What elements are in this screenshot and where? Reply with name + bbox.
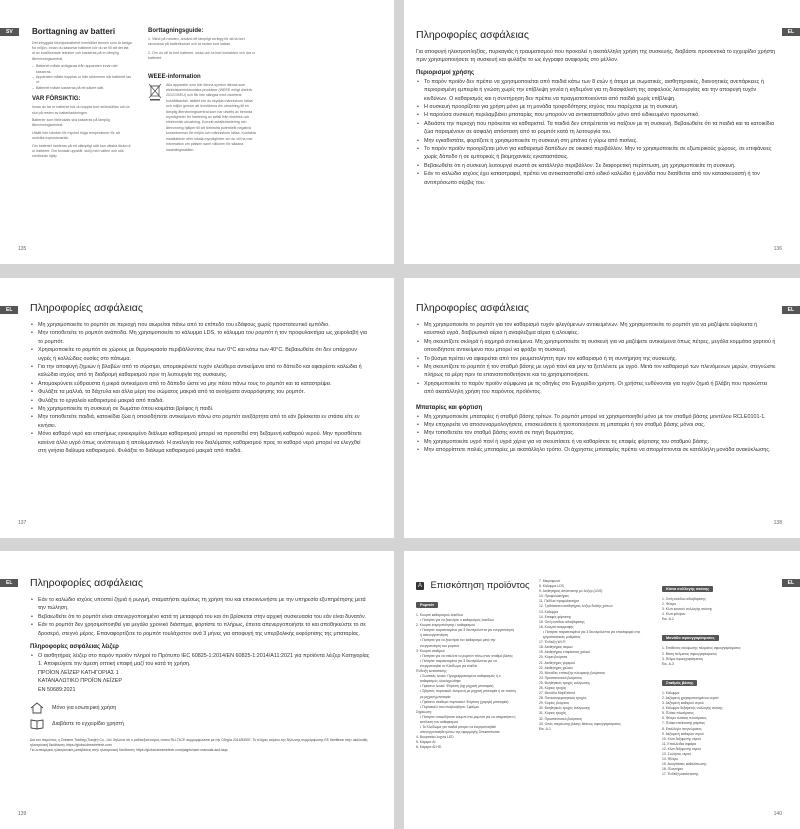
list-item: • Το παρόν προϊόν δεν πρέπει να χρησιμοποιείται από παιδιά κάτω των 8 ετών ή άτομα με σωματικές, αισθητηριακές, διανοητικές ανεπάρκειες ή περιορισμένη εμπειρία ή γνώση χωρίς την επίβλεψη γονέα ή κηδεμόνα για τη διασφάλιση της ασφαλούς λειτουργίας και την αποφυγή τυχόν κινδύνων. Ο καθαρισμός και η συντήρηση δεν πρέπει να πραγματοποιούνται από παιδιά χωρίς επίβλεψη. [416, 78, 776, 103]
list-item: 9. Δεξαμενή καθαρού νερού [662, 731, 704, 736]
page-title: Πληροφορίες ασφάλειας [416, 302, 529, 314]
dust-box-bar: Κάπα συλλογής σκόνης [662, 586, 713, 592]
page-number: 137 [18, 520, 27, 526]
list-item: 3. Κλιπ κουτιού συλλογής σκόνης [662, 607, 713, 612]
page-title: Πληροφορίες ασφάλειας [416, 29, 529, 41]
list-item: 1. Οπή εισόδου αδιαβάρεσης [662, 597, 706, 601]
list-item: • Η συσκευή προορίζεται για χρήση μόνο με τη μονάδα τροφοδότησης ισχύος που παρέχεται με τη συσκευή. [416, 103, 776, 111]
page-140 [404, 551, 800, 829]
list-item: 21. Αισθητήρες γκρεμού [539, 660, 576, 665]
list-item: • Πατήστε παρατεταμένα για 3 δευτερόλεπτα για να ενεργοποιηθεί το Κλείδωμα για παιδιά [420, 658, 497, 668]
list-item: Ένδειξη κατάστασης [416, 669, 447, 674]
page-content [30, 577, 370, 753]
page-number: 138 [773, 520, 782, 526]
laser-class-line: ΚΑΤΑΝΑΛΩΤΙΚΟ ΠΡΟΪΟΝ ΛΕΪΖΕΡ [38, 678, 122, 685]
page-number: 140 [773, 811, 782, 817]
list-item: • Σωστικές λευκό: Προγραμματισμένο καθαρισμός ή ο καθαρισμός ολοκληρώθηκε [420, 674, 501, 684]
page-number: 139 [18, 811, 27, 817]
list-item: 1. Κάλυμμα [662, 690, 680, 695]
list-item: 4. Κλιπ φίλτρου [662, 612, 686, 617]
language-tag: EL [782, 28, 800, 36]
list-item: 7. Μικρόφωνο [539, 579, 561, 583]
warning-text: Innan du tar ur batteriet bör du koppla bort strömkällan och ta slut på resten av batteriladdningen. [32, 105, 130, 115]
list-item: • Μη χρησιμοποιείτε υγρό πανί ή υγρά χέρια για να σκουπίσετε ή να καθαρίσετε τις επαφές φόρτισης του σταθμού βάσης. [416, 438, 776, 446]
language-tag: EL [782, 579, 800, 587]
list-item: – Batteriet måste avlägsnas från apparaten innan det kasseras. [32, 64, 132, 75]
list-item: • Εάν το καλώδιο ισχύος έχει καταστραφεί, πρέπει να αντικατασταθεί από ειδικό καλώδιο ή μονάδα που διατίθεται από τον κατασκευαστή ή τον αντιπρόσωπο σέρβις του. [416, 170, 776, 187]
list-item: 23. Μονάδες επίτευξης πλευρικής βούρτσας [539, 670, 606, 675]
language-tag: EL [0, 306, 18, 314]
robot-parts-column-2 [539, 579, 649, 732]
guide-step: 1. Vänd på roboten, använd ett lämpligt verktyg för att ta bort skruvarna på batteriluckan och ta sedan bort luckan. [148, 37, 245, 47]
list-item: Εικ. A-3 [662, 661, 674, 666]
list-item: • Η παρούσα συσκευή περιλαμβάνει μπαταρίες που μπορούν να αντικατασταθούν μόνο από ειδικευμένο προσωπικό. [416, 111, 776, 119]
list-item: • Πορτοκαλί που αναβοσβήνει: Σφάλμα [420, 704, 479, 709]
list-item: • Βεβαιωθείτε ότι το ρομπότ είναι απενεργοποιημένο κατά τη μεταφορά του και ότι βρίσκεται στην αρχική συσκευασία του εάν είναι δυνατόν. [30, 613, 370, 621]
list-item: 9. Αισθητήρας απόστασης με λέιζερ (LDS) [539, 589, 603, 594]
guide-title: Borttagningsguide: [148, 28, 204, 34]
list-item: Σημείωση: [416, 709, 432, 714]
list-item: • Χρησιμοποιείτε το ρομπότ σε χώρους με θερμοκρασία περιβάλλοντος άνω των 0°C και κάτω των 40°C. Βεβαιωθείτε ότι δεν υπάρχουν υγρές ή κολλώδεις ουσίες στο πάτωμα. [30, 346, 370, 363]
list-item: • Εάν το καλώδιο ισχύος υποστεί ζημιά ή ρωγμή, σταματήστε αμέσως τη χρήση του και επικοινωνήστε με την υπηρεσία εξυπηρέτησης μετά την πώληση. [30, 596, 370, 613]
list-item: • Μη χρησιμοποιείτε μπαταρίες ή σταθμό βάσης τρίτων. Το ρομπότ μπορεί να χρησιμοποιηθεί μόνο με τον σταθμό βάσης μοντέλου RCLE0101-1. [416, 413, 776, 421]
list-item: – Apparaten måste kopplas ur från strömmen när batteriet tas ur. [32, 75, 132, 86]
list-item: 6. Φίλτρο πλάκας πλυσίματος [662, 716, 707, 721]
list-item: • Το παρόν προϊόν προορίζεται μόνο για καθαρισμό δαπέδων σε οικιακό περιβάλλον. Μην το χρησιμοποιείτε σε εξωτερικούς χώρους, σε επιφάνειες χωρίς δάπεδο ή σε εμπορικές ή βιομηχανικές εγκαταστάσεις. [416, 145, 776, 162]
read-manual-text: Διαβάστε το εγχειρίδιο χρηστή [52, 720, 124, 727]
list-item: 24. Προστατευτικό βούρτσας [539, 675, 583, 680]
laser-title: Πληροφορίες ασφάλειας λέιζερ [30, 644, 119, 651]
page-number: 135 [18, 246, 27, 252]
list-item: 13. Σωλήνας νερού [662, 751, 692, 756]
page-135 [0, 0, 394, 264]
battery-list [416, 413, 776, 455]
page-content [416, 29, 776, 187]
list-item: 17. Ένδειξη κατάστασης [662, 772, 699, 777]
list-item: • Πατήστε για να ξεκινήσει ο καθαρισμός λεκέδων [420, 618, 495, 623]
list-item: 15. Οπή εισόδου αδιαβάρεσης [539, 619, 585, 624]
list-item: 2. Κουμπί ενεργοποίησης / καθαρισμού [416, 623, 476, 628]
list-item: • Μην απορρίπτετε παλιές μπαταρίες με ακατάλληλο τρόπο. Οι άχρηστες μπαταρίες πρέπει να απορρίπτονται σε κατάλληλη μονάδα ανακύκλωσης. [416, 446, 776, 454]
laser-list [30, 652, 370, 669]
list-item: • Μην επιχειρείτε να αποσυναρμολογήσετε, επισκευάσετε ή τροποποιήσετε τη μπαταρία ή τον σταθμό βάσης μόνοι σας. [416, 421, 776, 429]
base-station-bar: Σταθμός βάσης [662, 680, 697, 686]
list-item: 4. Βουρτσάκι λυχνία LED [416, 735, 454, 740]
guide-section [148, 28, 260, 153]
list-item: • Το βύσμα πρέπει να αφαιρείται από τον ρευματολήπτη πριν τον καθαρισμό ή τη συντήρηση της συσκευής. [416, 355, 776, 363]
list-item: 12. Τριδιάστατο αισθητήρας λέιζερ διόθης χύπων [539, 604, 613, 609]
dust-box-list [662, 597, 780, 622]
page-136 [404, 0, 800, 264]
list-item: 13. Κάλυμμα [539, 609, 559, 614]
read-manual-row [30, 718, 370, 730]
list-item: • Μην τοποθετείτε τον σταθμό βάσης κοντά σε πηγή θερμότητας. [416, 429, 776, 437]
list-item: 1. Επιθέσεις ανύψωσης πέλματος σφουγγαρίσματος [662, 646, 741, 651]
list-item: 26. Κύριος τροχός [539, 685, 567, 690]
safety-list [416, 78, 776, 187]
warning-text: Utsätt inte roboten för mycket höga temperaturer för att undvika explosionsrisk. [32, 130, 120, 141]
weee-title: WEEE-information [148, 73, 201, 80]
list-item: • Πράσινο λευκό: Φόρτιση (όχι μηχανή μπαταρία) [420, 684, 494, 689]
list-item: 3. Πέλμα σφουγγαρίσματος [662, 656, 704, 661]
list-item: 4. Κάλυμμα δεξαμενής συλλογής σκόνης [662, 706, 723, 711]
language-tag: EL [0, 579, 18, 587]
list-item: • Απομακρύνετε εύθραυστα ή μικρά αντικείμενα από το δάπεδο ώστε να μην πέσει πάνω τους το ρομπότ και τα καταστρέψει. [30, 380, 370, 388]
page-title: Επισκόπηση προϊόντος [430, 580, 530, 592]
list-item: • Βεβαιωθείτε ότι η συσκευή λειτουργεί σωστά σε κατάλληλο περιβάλλον. Σε διαφορετική περίπτωση, μη χρησιμοποιείτε τη συσκευή. [416, 162, 776, 170]
footer-note: Δια του παρόντος, η Dreame Trading (Tianjin) Co., Ltd. δηλώνει ότι ο ραδιοεξοπλισμός τύπου RLL74CE συμμορφώνεται με την Οδηγία 2014/53/ΕΕ. Το πλήρες κείμενο της δήλωσης συμμόρφωσης ΕΕ διατίθεται στην ακόλουθη ηλεκτρονική διεύθυνση: https://global.dreametech.com [30, 738, 368, 748]
base-station-list [662, 691, 780, 778]
list-item: Εικ. A-2 [662, 617, 674, 622]
list-item: 16. Κουμπί αναρροφής [539, 624, 574, 629]
list-item: • Μη χρησιμοποιείτε το ρομπότ για τον καθαρισμό τυχόν φλεγόμενων αντικειμένων. Μη χρησιμοποιείτε το ρομπότ για να μαζέψετε εύφλεκτα ή καυστικά υγρά, διαβρωτικά αέρια ή αναφλεξιμα αέρια ή αλουφίες. [416, 321, 776, 338]
list-item: • Μόνο καθαρό νερό και επισήμως εγκεκριμένο διάλυμα καθαρισμού μπορεί να προστεθεί στη δεξαμενή καθαρού νερού. Μην προσθέτετε κανένα άλλο υγρό όπως οινόπνευμα ή απολυμαντικό. Η αναλογία του διαλύματος καθαρισμού προς το καθαρό νερό μπορεί να ελεγχθεί στη γνήσια διάλυμα καθαρισμού. Φυλάξτε το διάλυμα καθαρισμού μακριά από παιδιά. [30, 430, 370, 455]
list-item: • Αδειάστε την περιοχή που πρόκειται να καθαριστεί. Τα παιδιά δεν επιτρέπεται να παίζουν με τη συσκευή. Βεβαιωθείτε ότι τα παιδιά και τα κατοικίδια ζώα παραμένουν σε ασφαλή απόσταση από το ρομπότ κατά τη λειτουργία του. [416, 120, 776, 137]
list-item: 22. Αισθητήρες χαλιών [539, 665, 574, 670]
list-item: 10. Προφυλακτήρας [539, 594, 570, 599]
robot-parts-list [416, 613, 516, 751]
section-title: Μπαταρίες και φόρτιση [416, 404, 483, 411]
list-item: 33. Οπές στερέωσης βάσης θέσεως σφουγγαρίσματος [539, 721, 621, 726]
list-item: • Μη σκουπίζετε το ρομπότ ή τον σταθμό βάσης με υγρό πανί και μην τα ξεπλένετε με υγρό. Μετά τον καθαρισμό των πλενόμενων μερών, στεγνώστε πλήρως τα μέρη πριν τα επανατοποθετήσετε και τα χρησιμοποιήσετε. [416, 363, 776, 380]
list-item: 25. Βοηθητικός τροχός ανύψωσης [539, 680, 591, 685]
list-item: – Batteriet måste kasseras på ett säkert sätt. [32, 86, 132, 91]
battery-title: Borttagning av batteri [32, 27, 116, 36]
battery-bullets [32, 64, 132, 91]
page-title: Πληροφορίες ασφάλειας [30, 302, 143, 314]
list-item: • Χρησιμοποιείτε το παρόν προϊόν σύμφωνα με τις οδηγίες στο Εγχειρίδιο χρήστη. Οι χρήστες ευθύνονται για τυχόν ζημιά ή βλάβη που προκύπτει από ακατάλληλη χρήση του παρόντος προϊόντος. [416, 380, 776, 397]
list-item: • Εάν το ρομπότ δεν χρησιμοποιηθεί για μεγάλο χρονικό διάστημα, φορτίστε το πλήρως, έπειτα απενεργοποιήστε το και αποθηκεύστε το σε δροσερό, στεγνό μέρος. Επαναφορτίζετε το ρομπότ τουλάχιστον ανά 3 μήνες για αποφυγή της υπερβολικής εκφόρτισης της μπαταρίας. [30, 621, 370, 638]
page-number: 136 [773, 246, 782, 252]
section-title: Περιορισμοί χρήσης [416, 69, 475, 76]
crossed-bin-icon [148, 83, 162, 101]
list-item: • Το Κλείδωμα για παιδιά μπορεί να ενεργοποιηθεί/απενεργοποιηθεί μέσω της εφαρμογής Dreamehome. [420, 725, 501, 735]
warning-text: Batterier som förbrukats ska kasseras på lämplig återvinningscentral. [32, 117, 110, 128]
book-icon [30, 718, 44, 730]
house-icon [30, 702, 44, 714]
list-item: 30. Βοηθητικός τροχός ανύψωσης [539, 706, 591, 711]
list-item: 14. Επαφές φόρτισης [539, 614, 572, 619]
mop-module-list [662, 646, 780, 666]
list-item: 11. Πεδίλια προφυλακτήρα [539, 599, 579, 604]
mop-module-bar: Μονάδα σφουγγαρίσματος [662, 635, 719, 641]
list-item: 32. Προστατευτικό βούρτσας [539, 716, 583, 721]
list-item: 7. Πλάκα επέκτασης ράμπας [662, 721, 705, 726]
warning-text: Om batteriet hanteras på ett olämpligt sätt kan vätska läcka ut ur batteriet. Om kontakt uppstår, skölj med vatten och sök medicinsk hjälp. [32, 143, 131, 159]
safety-list [30, 321, 370, 456]
list-item: 31. Κύριος τροχός [539, 711, 567, 716]
section-a-marker: A [417, 582, 422, 589]
list-item: 18. Αισθητήρας άκρων [539, 645, 573, 650]
page-content [30, 302, 370, 456]
list-item: • Πατηστε οποιοδήποτε κουμπί στο ρομπότ για να σταματήσει η εκτέλεση του καθαρισμού [420, 714, 516, 724]
list-item: • Μη σκουπίζετε σκληρά ή αιχμηρά αντικείμενα. Μη χρησιμοποιείτε τη συσκευή για να μαζέψετε αντικείμενα όπως πέτρες, μεγάλα κομμάτια χαρτιού ή οποιοδήποτε αντικείμενο που μπορεί να φράξει τη συσκευή. [416, 338, 776, 355]
list-item: 6. Κάμερα AI HD [416, 745, 442, 750]
list-item: 2. Φίλτρο [662, 602, 677, 607]
list-item: 1. Κουμπί καθαρισμού λεκέδων [416, 613, 464, 617]
list-item: • Πατήστε παρατεταμένα για 3 δευτερόλεπτα για ενεργοποίηση ή απενεργοποίηση [420, 628, 515, 638]
list-item: 3. Δεξαμενή καθαρού νερού [662, 701, 704, 706]
page-139 [0, 551, 394, 829]
weee-block [148, 83, 260, 153]
list-item: • Φυλάξτε τα μαλλιά, τα δάχτυλα και άλλα μέρη του σώματος μακριά από τα ανοίγματα αναρρόφησης του ρομπότ. [30, 388, 370, 396]
list-item: 29. Κύριος βούρτσα [539, 701, 569, 706]
page-137 [0, 278, 394, 538]
robot-parts-list-2 [539, 579, 649, 732]
list-item: 14. Φίλτρο [662, 757, 678, 762]
guide-step: 2. Om du vill ta bort batteriet, lossa och ta bort kontakten och dra ur batteriet. [148, 50, 256, 61]
list-item: 28. Πανιοσυγκρατητικός τροχός [539, 696, 587, 701]
list-item: Εικ. A-1 [539, 726, 551, 731]
list-item: 2. Δεξαμενή χρησιμοποιημένου νερού [662, 695, 719, 700]
list-item: 10. Κλιπ δεξαμενής νερού [662, 736, 701, 741]
battery-text: Det inbyggda litiumjonbatteriet innehåller ämnen som är farliga för miljön. Innan du kasserar batteriet bör du se till att det tas ut av kvalificerade tekniker och kasseras på en lämplig återvinningscentral. [32, 40, 132, 61]
list-item: 20. Κύρια βούρτσα [539, 655, 568, 660]
laser-class-line: ΠΡΟΪΟΝ ΛΕΪΖΕΡ ΚΑΤΗΓΟΡΙΑΣ 1 [38, 669, 119, 676]
intro-text: Για αποφυγή ηλεκτροπληξίας, πυρκαγιάς ή τραυματισμού που προκαλεί η ακατάλληλη χρήση της συσκευής, διαβάστε προσεκτικά το εγχειρίδιο χρήστη πριν χρησιμοποιήσετε τη συσκευή και φυλάξτε το ως έγγραφο αναφοράς στο μέλλον. [416, 49, 776, 64]
weee-text: Alla apparater som bär denna symbol räknas som elektriska/elektroniska produkter (WEEE enligt direktiv 2012/19/EU) och får inte slängas med osorterat hushållsavfall. Istället bör du skydda människors hälsa och miljön genom att överlämna din utrustning till en lämplig återvinningscentral som har utsetts av berörda myndigheter för hantering av avfall från elektrisk och elektronisk utrustning. Korrekt avfallshantering och återvinning hjälper till att förhindra potentiellt negativa konsekvenser för miljön och människors hälsa. Kontakta installatören eller lokala myndigheter om du vill ha mer information om platsen samt villkoren för sådana insamlingsställen. [166, 82, 256, 152]
list-item: • Πατήστε για να στείλετε το ρομπότ πίσω στον σταθμό βάσης [420, 653, 513, 658]
safety-list [30, 596, 370, 638]
list-item: • Για την αποφυγή ζημιών ή βλαβών από το σύρσιμο, απομακρύνετε τυχόν ελεύθερα αντικείμενα από το δάπεδο και αφαιρέστε καλώδια ή καλώδια ισχύος από τη διαδρομή καθαρισμού πριν τη λειτουργία της συσκευής. [30, 363, 370, 380]
footer-note: Για λεπτομερείς ηλεκτρονικές μεταβάσεις στην ηλεκτρονική διεύθυνση: https://global.dreametech.com/pages/user-manuals-and-faqs [30, 748, 228, 753]
battery-section [32, 28, 132, 160]
list-item: 5. Πλάκα πλυσίματος [662, 711, 694, 716]
indoor-use-text: Μόνο για εσωτερική χρήση [52, 704, 117, 711]
list-item: • Πατήστε για να ξεκινήσει τον καθαρισμό μετά την ενεργοποίηση του ρομπότ [420, 638, 496, 648]
list-item: 11. Επαλλείδια σφαίρα [662, 741, 697, 746]
list-item: 8. Κάλυμμα LDS [539, 584, 564, 589]
list-item: 16. Πλυντήριο [662, 767, 684, 772]
list-item: • Πράσινο σταθερό πορτοκαλί: Φόρτιση (χαμηλή μπαταρία) [420, 699, 509, 704]
list-item: • Φυλάξτε το εργαλείο καθαρισμού μακριά από παιδιά. [30, 397, 370, 405]
list-item: • Μην τοποθετείτε το ρομπότ ανάποδα. Μη χρησιμοποιείτε το κάλυμμα LDS, το κάλυμμα του ρομπότ ή τον προφυλακτήρα ως χειρολαβή για το ρομπότ. [30, 329, 370, 346]
list-item: 8. Επάλληλο στεγνώματος [662, 726, 702, 731]
language-tag: SV [0, 28, 19, 36]
list-item: • Μη χρησιμοποιείτε τη συσκευή σε δωμάτιο όπου κοιμάται βρέφος ή παιδί. [30, 405, 370, 413]
warning-title: VAR FÖRSIKTIG: [32, 96, 81, 103]
laser-class-line: EN 50689:2021 [38, 686, 76, 693]
robot-bar: Ρομπότ [416, 602, 438, 608]
list-item: • Μην τοποθετείτε παιδιά, κατοικίδια ζώα ή οποιοδήποτε αντικείμενο πάνω στο ρομπότ ανεξάρτητα από το εάν βρίσκεται εν στάσει είτε εν κινήσει. [30, 413, 370, 430]
page-title: Πληροφορίες ασφάλειας [30, 577, 143, 589]
list-item: • Ο αισθητήρας λέιζερ στο παρόν προϊόν πληροί το Πρότυπο IEC 60825-1:2014/EN 60825-1:2014/A11:2021 για προϊόντα λέιζερ Κατηγορίας 1. Αποφεύγετε την άμεση οπτική επαφή μαζί του κατά τη χρήση. [30, 652, 370, 669]
language-tag: EL [782, 306, 800, 314]
list-item: 12. Κλιπ δεξαμενής νερού [662, 746, 701, 751]
list-item: 3. Κουμπί σταθμού [416, 648, 445, 653]
list-item: 19. Αισθητήρας επιφάνειας χαλιού [539, 650, 591, 655]
list-item: 27. Μονάδα MopExtend [539, 691, 575, 696]
robot-column [416, 593, 516, 751]
list-item: • Μη χρησιμοποιείτε το ρομπότ σε περιοχή που αιωρείται πάνω από το επίπεδο του εδάφους χωρίς προστατευτικό εμπόδιο. [30, 321, 370, 329]
list-item: • Πατήστε παρατεταμένα για 3 δευτερόλεπτα για επαναφορά στις εργοστασιακές ρυθμίσεις [543, 629, 641, 640]
list-item: 2. Βάση πέλματος σφουγγαρίσματος [662, 651, 718, 656]
list-item: 15. Ανοιγτάσεις καθαλάτωσης [662, 762, 707, 767]
page-content [416, 302, 776, 455]
page-138 [404, 278, 800, 538]
indoor-use-row [30, 702, 370, 714]
list-item: • Σβηστές πορτοκαλί: Ανομονή με μηχανή μπαταρία ή σε παύση με μηχανή μπαταρία [420, 689, 516, 699]
list-item: 5. Κάμερα AI [416, 740, 436, 745]
list-item: 17. Ένδειξη Wi-Fi [539, 640, 566, 645]
accessories-column [662, 577, 780, 777]
list-item: • Μην εγκαθιστάτε, φορτίζετε ή χρησιμοποιείτε τη συσκευή στη μπάνια ή γύρω από πισίνες. [416, 137, 776, 145]
safety-list [416, 321, 776, 397]
